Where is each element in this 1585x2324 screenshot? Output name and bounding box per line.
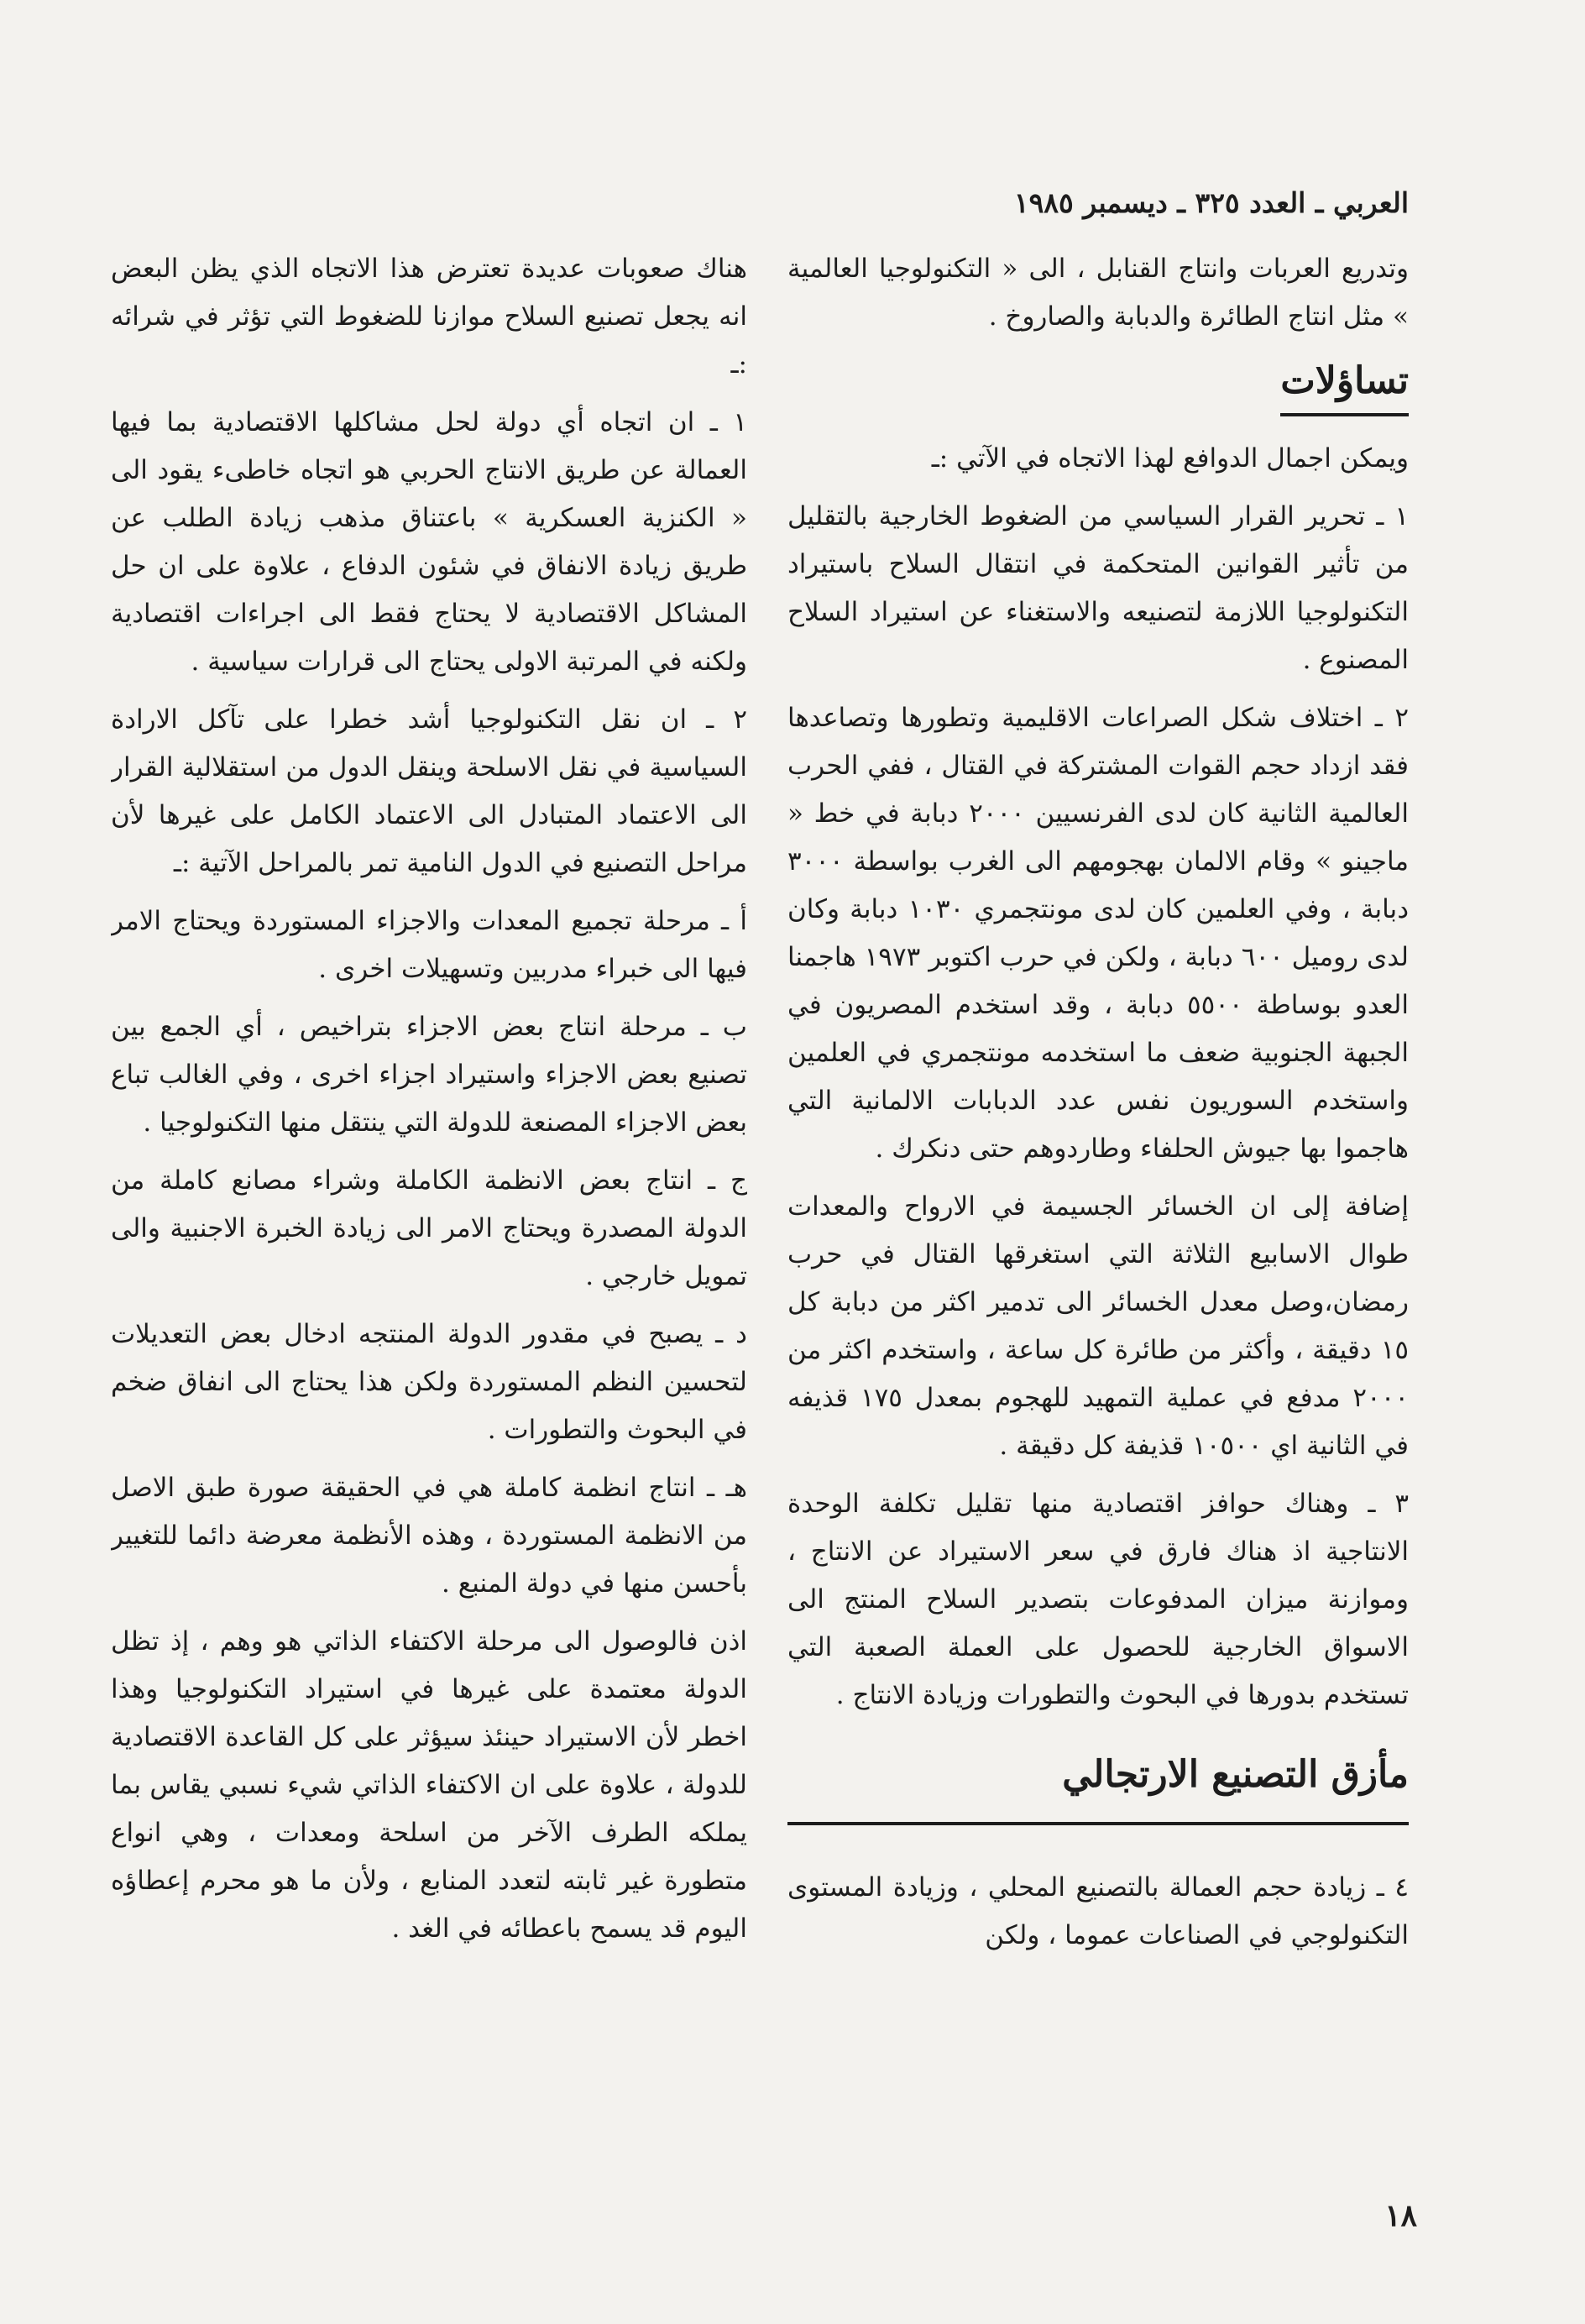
page-number: ١٨ [1384,2198,1417,2233]
paragraph: وتدريع العربات وانتاج القنابل ، الى « التكنولوجيا العالمية » مثل انتاج الطائرة والدبابة والصاروخ . [787,254,1409,332]
left-column [111,245,747,2107]
paragraph: ٣ ـ وهناك حوافز اقتصادية منها تقليل تكلفة الوحدة الانتاجية اذ هناك فارق في سعر الاستيراد عن الانتاج ، وموازنة ميزان المدفوعات بتصدير السلاح المنتج الى الاسواق الخارجية للحصول على العملة الصعبة التي تستخدم بدورها في البحوث والتطورات وزيادة الانتاج . [787,1489,1409,1710]
paragraph: أ ـ مرحلة تجميع المعدات والاجزاء المستوردة ويحتاج الامر فيها الى خبراء مدربين وتسهيلات اخرى . [111,906,747,984]
paragraph: إضافة إلى ان الخسائر الجسيمة في الارواح والمعدات طوال الاسابيع الثلاثة التي استغرقها القتال في حرب رمضان،وصل معدل الخسائر الى تدمير اكثر من دبابة كل ١٥ دقيقة ، وأكثر من طائرة كل ساعة ، واستخدم اكثر من ٢٠٠٠ مدفع في عملية التمهيد للهجوم بمعدل ١٧٥ قذيفه في الثانية اي ١٠٥٠٠ قذيفة كل دقيقة . [787,1191,1409,1461]
paragraph: ٤ ـ زيادة حجم العمالة بالتصنيع المحلي ، وزيادة المستوى التكنولوجي في الصناعات عموما ، ولكن [787,1872,1409,1950]
paragraph: ب ـ مرحلة انتاج بعض الاجزاء بتراخيص ، أي الجمع بين تصنيع بعض الاجزاء واستيراد اجزاء اخرى ، وفي الغالب تباع بعض الاجزاء المصنعة للدولة التي ينتقل منها التكنولوجيا . [111,1012,747,1138]
section-title-improvised-manufacturing: مأزق التصنيع الارتجالي [787,1750,1409,1825]
paragraph: ج ـ انتاج بعض الانظمة الكاملة وشراء مصانع كاملة من الدولة المصدرة ويحتاج الامر الى زيادة الخبرة الاجنبية والى تمويل خارجي . [111,1165,747,1291]
running-head: العربي ـ العدد ٣٢٥ ـ ديسمبر ١٩٨٥ [1013,186,1409,219]
paragraph: اذن فالوصول الى مرحلة الاكتفاء الذاتي هو وهم ، إذ تظل الدولة معتمدة على غيرها في استيراد التكنولوجيا وهذا اخطر لأن الاستيراد حينئذ سيؤثر على كل القاعدة الاقتصادية للدولة ، علاوة على ان الاكتفاء الذاتي شيء نسبي يقاس بما يملكه الطرف الآخر من اسلحة ومعدات ، وهي انواع متطورة غير ثابته لتعدد المنابع ، ولأن ما هو محرم إعطاؤه اليوم قد يسمح باعطائه في الغد . [111,1626,747,1944]
paragraph: ٢ ـ ان نقل التكنولوجيا أشد خطرا على تآكل الارادة السياسية في نقل الاسلحة وينقل الدول من استقلالية القرار الى الاعتماد المتبادل الى الاعتماد الكامل على غيرها لأن مراحل التصنيع في الدول النامية تمر بالمراحل الآتية :ـ [111,704,747,878]
paragraph: ١ ـ ان اتجاه أي دولة لحل مشاكلها الاقتصادية بما فيها العمالة عن طريق الانتاج الحربي هو اتجاه خاطىء يقود الى « الكنزية العسكرية » باعتناق مذهب زيادة الطلب عن طريق زيادة الانفاق في شئون الدفاع ، علاوة على ان حل المشاكل الاقتصادية لا يحتاج فقط الى اجراءات اقتصادية ولكنه في المرتبة الاولى يحتاج الى قرارات سياسية . [111,407,747,677]
paragraph: هـ ـ انتاج انظمة كاملة هي في الحقيقة صورة طبق الاصل من الانظمة المستوردة ، وهذه الأنظمة معرضة دائما للتغيير بأحسن منها في دولة المنبع . [111,1473,747,1599]
section-title-wrap [787,351,1409,435]
paragraph: ويمكن اجمال الدوافع لهذا الاتجاه في الآتي :ـ [931,443,1409,474]
paragraph: د ـ يصبح في مقدور الدولة المنتجه ادخال بعض التعديلات لتحسين النظم المستوردة ولكن هذا يحتاج الى انفاق ضخم في البحوث والتطورات . [111,1319,747,1445]
paragraph: ١ ـ تحرير القرار السياسي من الضغوط الخارجية بالتقليل من تأثير القوانين المتحكمة في انتقال السلاح باستيراد التكنولوجيا اللازمة لتصنيعه والاستغناء عن استيراد السلاح المصنوع . [787,501,1409,675]
right-column [787,245,1409,2107]
section-title-questions: تساؤلات [1280,356,1409,416]
paragraph: ٢ ـ اختلاف شكل الصراعات الاقليمية وتطورها وتصاعدها فقد ازداد حجم القوات المشتركة في القتال ، ففي الحرب العالمية الثانية كان لدى الفرنسيين ٢٠٠٠ دبابة في خط « ماجينو » وقام الالمان بهجومهم الى الغرب بواسطة ٣٠٠٠ دبابة ، وفي العلمين كان لدى مونتجمري ١٠٣٠ دبابة وكان لدى روميل ٦٠٠ دبابة ، ولكن في حرب اكتوبر ١٩٧٣ هاجمنا العدو بوساطة ٥٥٠٠ دبابة ، وقد استخدم المصريون في الجبهة الجنوبية ضعف ما استخدمه مونتجمري في العلمين واستخدم السوريون نفس عدد الدبابات الالمانية التي هاجموا بها جيوش الحلفاء وطاردوهم حتى دنكرك . [787,703,1409,1164]
paragraph: هناك صعوبات عديدة تعترض هذا الاتجاه الذي يظن البعض انه يجعل تصنيع السلاح موازنا للضغوط التي تؤثر في شرائه :ـ [111,254,747,379]
